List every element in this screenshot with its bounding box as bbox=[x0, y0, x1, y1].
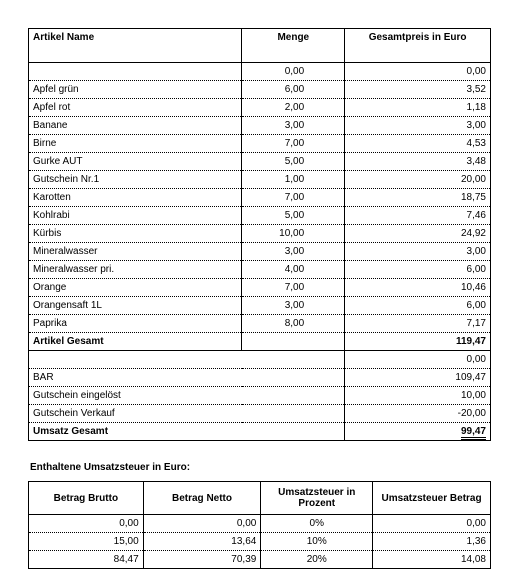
item-qty: 3,00 bbox=[242, 243, 345, 261]
vat-table bbox=[28, 481, 491, 569]
vat-row bbox=[29, 515, 491, 533]
item-qty: 5,00 bbox=[242, 153, 345, 171]
table-row bbox=[29, 243, 491, 261]
item-qty: 4,00 bbox=[242, 261, 345, 279]
table-row bbox=[29, 189, 491, 207]
item-name: Mineralwasser bbox=[29, 243, 242, 261]
item-total: 3,52 bbox=[345, 81, 491, 99]
vat-gross: 0,00 bbox=[29, 515, 144, 533]
item-total: 3,00 bbox=[345, 243, 491, 261]
vat-gross: 84,47 bbox=[29, 551, 144, 569]
item-name: Karotten bbox=[29, 189, 242, 207]
vat-amount: 14,08 bbox=[373, 551, 491, 569]
table-row bbox=[29, 99, 491, 117]
table-row bbox=[29, 63, 491, 81]
item-name: Orangensaft 1L bbox=[29, 297, 242, 315]
item-total: 7,17 bbox=[345, 315, 491, 333]
payment-value: 109,47 bbox=[345, 369, 491, 387]
sales-total-row bbox=[29, 423, 491, 441]
item-name: Apfel rot bbox=[29, 99, 242, 117]
item-total: 1,18 bbox=[345, 99, 491, 117]
item-qty: 6,00 bbox=[242, 81, 345, 99]
item-name: Kürbis bbox=[29, 225, 242, 243]
sales-total-value: 99,47 bbox=[461, 426, 486, 440]
table-row bbox=[29, 279, 491, 297]
payment-row bbox=[29, 387, 491, 405]
vat-header-row bbox=[29, 482, 491, 515]
payment-row bbox=[29, 405, 491, 423]
table-row bbox=[29, 261, 491, 279]
vat-amount: 1,36 bbox=[373, 533, 491, 551]
table-row bbox=[29, 297, 491, 315]
item-name: Gutschein Nr.1 bbox=[29, 171, 242, 189]
header-name: Artikel Name bbox=[29, 29, 242, 63]
item-total: 6,00 bbox=[345, 261, 491, 279]
receipt-table bbox=[28, 28, 491, 441]
vat-row bbox=[29, 551, 491, 569]
item-name: Orange bbox=[29, 279, 242, 297]
blank-total-row bbox=[29, 351, 491, 369]
item-total: 7,46 bbox=[345, 207, 491, 225]
item-name: Mineralwasser pri. bbox=[29, 261, 242, 279]
item-name: Paprika bbox=[29, 315, 242, 333]
item-name: Banane bbox=[29, 117, 242, 135]
item-name: Apfel grün bbox=[29, 81, 242, 99]
payment-row bbox=[29, 369, 491, 387]
blank-total-value: 0,00 bbox=[345, 351, 491, 369]
item-total: 3,48 bbox=[345, 153, 491, 171]
table-row bbox=[29, 207, 491, 225]
item-qty: 7,00 bbox=[242, 189, 345, 207]
vat-header-amount: Umsatzsteuer Betrag bbox=[373, 482, 491, 515]
article-total-label: Artikel Gesamt bbox=[29, 333, 242, 351]
article-total-row bbox=[29, 333, 491, 351]
item-qty: 3,00 bbox=[242, 297, 345, 315]
item-qty: 8,00 bbox=[242, 315, 345, 333]
article-total-value: 119,47 bbox=[345, 333, 491, 351]
payment-value: -20,00 bbox=[345, 405, 491, 423]
item-name: Kohlrabi bbox=[29, 207, 242, 225]
item-name: Birne bbox=[29, 135, 242, 153]
table-row bbox=[29, 225, 491, 243]
item-name bbox=[29, 63, 242, 81]
item-total: 20,00 bbox=[345, 171, 491, 189]
table-row bbox=[29, 315, 491, 333]
vat-net: 13,64 bbox=[143, 533, 261, 551]
item-qty: 10,00 bbox=[242, 225, 345, 243]
item-qty: 7,00 bbox=[242, 135, 345, 153]
header-qty: Menge bbox=[242, 29, 345, 63]
item-qty: 3,00 bbox=[242, 117, 345, 135]
payment-label: Gutschein Verkauf bbox=[29, 405, 345, 423]
item-qty: 2,00 bbox=[242, 99, 345, 117]
payment-label: Gutschein eingelöst bbox=[29, 387, 345, 405]
sales-total-label: Umsatz Gesamt bbox=[29, 423, 345, 441]
payment-value: 10,00 bbox=[345, 387, 491, 405]
payment-label: BAR bbox=[29, 369, 345, 387]
vat-net: 70,39 bbox=[143, 551, 261, 569]
item-total: 6,00 bbox=[345, 297, 491, 315]
item-total: 10,46 bbox=[345, 279, 491, 297]
header-total: Gesamtpreis in Euro bbox=[345, 29, 491, 63]
item-name: Gurke AUT bbox=[29, 153, 242, 171]
vat-header-percent: Umsatzsteuer in Prozent bbox=[261, 482, 373, 515]
item-total: 24,92 bbox=[345, 225, 491, 243]
vat-percent: 20% bbox=[261, 551, 373, 569]
item-qty: 7,00 bbox=[242, 279, 345, 297]
vat-net: 0,00 bbox=[143, 515, 261, 533]
item-qty: 5,00 bbox=[242, 207, 345, 225]
vat-header-gross: Betrag Brutto bbox=[29, 482, 144, 515]
table-row bbox=[29, 135, 491, 153]
item-qty: 1,00 bbox=[242, 171, 345, 189]
vat-percent: 0% bbox=[261, 515, 373, 533]
header-row bbox=[29, 29, 491, 63]
item-total: 0,00 bbox=[345, 63, 491, 81]
vat-title: Enthaltene Umsatzsteuer in Euro: bbox=[30, 462, 191, 473]
vat-header-net: Betrag Netto bbox=[143, 482, 261, 515]
table-row bbox=[29, 153, 491, 171]
vat-amount: 0,00 bbox=[373, 515, 491, 533]
vat-gross: 15,00 bbox=[29, 533, 144, 551]
item-total: 3,00 bbox=[345, 117, 491, 135]
table-row bbox=[29, 117, 491, 135]
item-total: 18,75 bbox=[345, 189, 491, 207]
table-row bbox=[29, 171, 491, 189]
table-row bbox=[29, 81, 491, 99]
vat-percent: 10% bbox=[261, 533, 373, 551]
vat-row bbox=[29, 533, 491, 551]
item-total: 4,53 bbox=[345, 135, 491, 153]
item-qty: 0,00 bbox=[242, 63, 345, 81]
